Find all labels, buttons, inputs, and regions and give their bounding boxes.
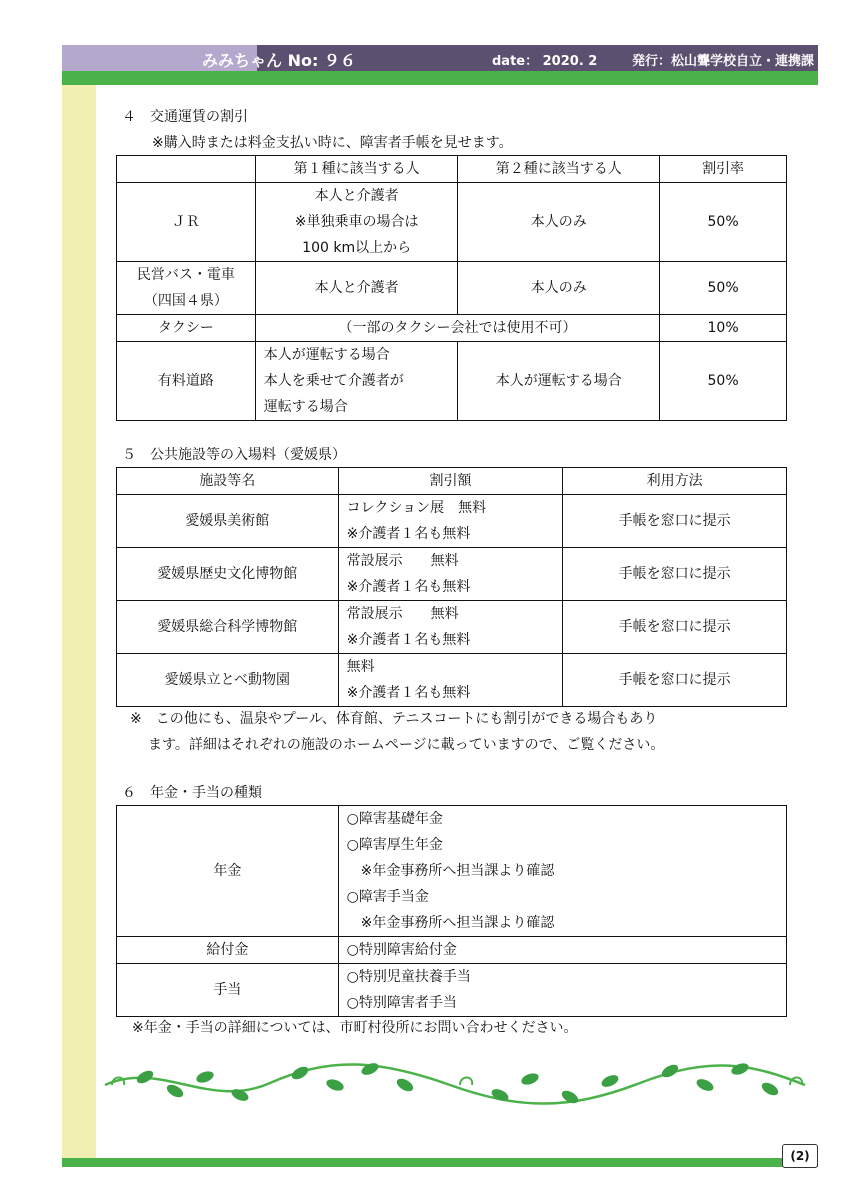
issue-date: date： 2020. 2 (492, 54, 598, 69)
section5-title: ５ 公共施設等の入場料（愛媛県） (122, 447, 346, 463)
table-row: 手当 ○特別児童扶養手当 ○特別障害者手当 (117, 964, 787, 1017)
left-decorative-stripe (62, 45, 96, 1165)
newsletter-title: みみちゃん No: ９６ (202, 51, 356, 70)
table-row: 愛媛県美術館 コレクション展 無料 ※介護者１名も無料 手帳を窓口に提示 (117, 495, 787, 548)
section5-note-line2: ます。詳細はそれぞれの施設のホームページに載っていますので、ご覧ください。 (148, 737, 665, 753)
table-row: 愛媛県歴史文化博物館 常設展示 無料 ※介護者１名も無料 手帳を窓口に提示 (117, 548, 787, 601)
section4-title: ４ 交通運賃の割引 (122, 109, 248, 125)
table-row: ＪＲ 本人と介護者 ※単独乗車の場合は 100 km以上から 本人のみ 50% (117, 183, 787, 262)
table-row: 給付金 ○特別障害給付金 (117, 937, 787, 964)
facility-admission-table (116, 467, 787, 707)
publisher: 発行：松山聾学校自立・連携課 (632, 54, 815, 69)
header-bar (62, 45, 818, 71)
section6-note: ※年金・手当の詳細については、市町村役所にお問い合わせください。 (132, 1020, 578, 1036)
vine-decoration-icon (100, 1055, 810, 1110)
section4-note: ※購入時または料金支払い時に、障害者手帳を見せます。 (152, 135, 513, 151)
table-row: 愛媛県総合科学博物館 常設展示 無料 ※介護者１名も無料 手帳を窓口に提示 (117, 601, 787, 654)
table-row: 有料道路 本人が運転する場合 本人を乗せて介護者が 運転する場合 本人が運転する場合 50% (117, 342, 787, 421)
section5-note-line1: ※ この他にも、温泉やプール、体育館、テニスコートにも割引ができる場合もあり (130, 711, 658, 727)
header-cell: 第２種に該当する人 (458, 156, 660, 183)
header-cell: 第１種に該当する人 (255, 156, 458, 183)
header-cell: 割引率 (660, 156, 787, 183)
pension-allowance-table (116, 805, 787, 1017)
header-cell: 利用方法 (563, 468, 787, 495)
table-row: 民営バス・電車 （四国４県） 本人と介護者 本人のみ 50% (117, 262, 787, 315)
header-green-band (62, 71, 818, 85)
table-row: 愛媛県立とべ動物園 無料 ※介護者１名も無料 手帳を窓口に提示 (117, 654, 787, 707)
header-cell (117, 156, 256, 183)
table-row: 年金 ○障害基礎年金 ○障害厚生年金 ※年金事務所へ担当課より確認 ○障害手当金 ※年金事務所へ担当課より確認 (117, 806, 787, 937)
transport-discount-table (116, 155, 787, 421)
header-cell: 割引額 (338, 468, 563, 495)
footer-green-band (62, 1158, 818, 1167)
table-row: タクシー （一部のタクシー会社では使用不可） 10% (117, 315, 787, 342)
header-cell: 施設等名 (117, 468, 339, 495)
page-number: (2) (782, 1144, 818, 1168)
section6-title: ６ 年金・手当の種類 (122, 785, 262, 801)
